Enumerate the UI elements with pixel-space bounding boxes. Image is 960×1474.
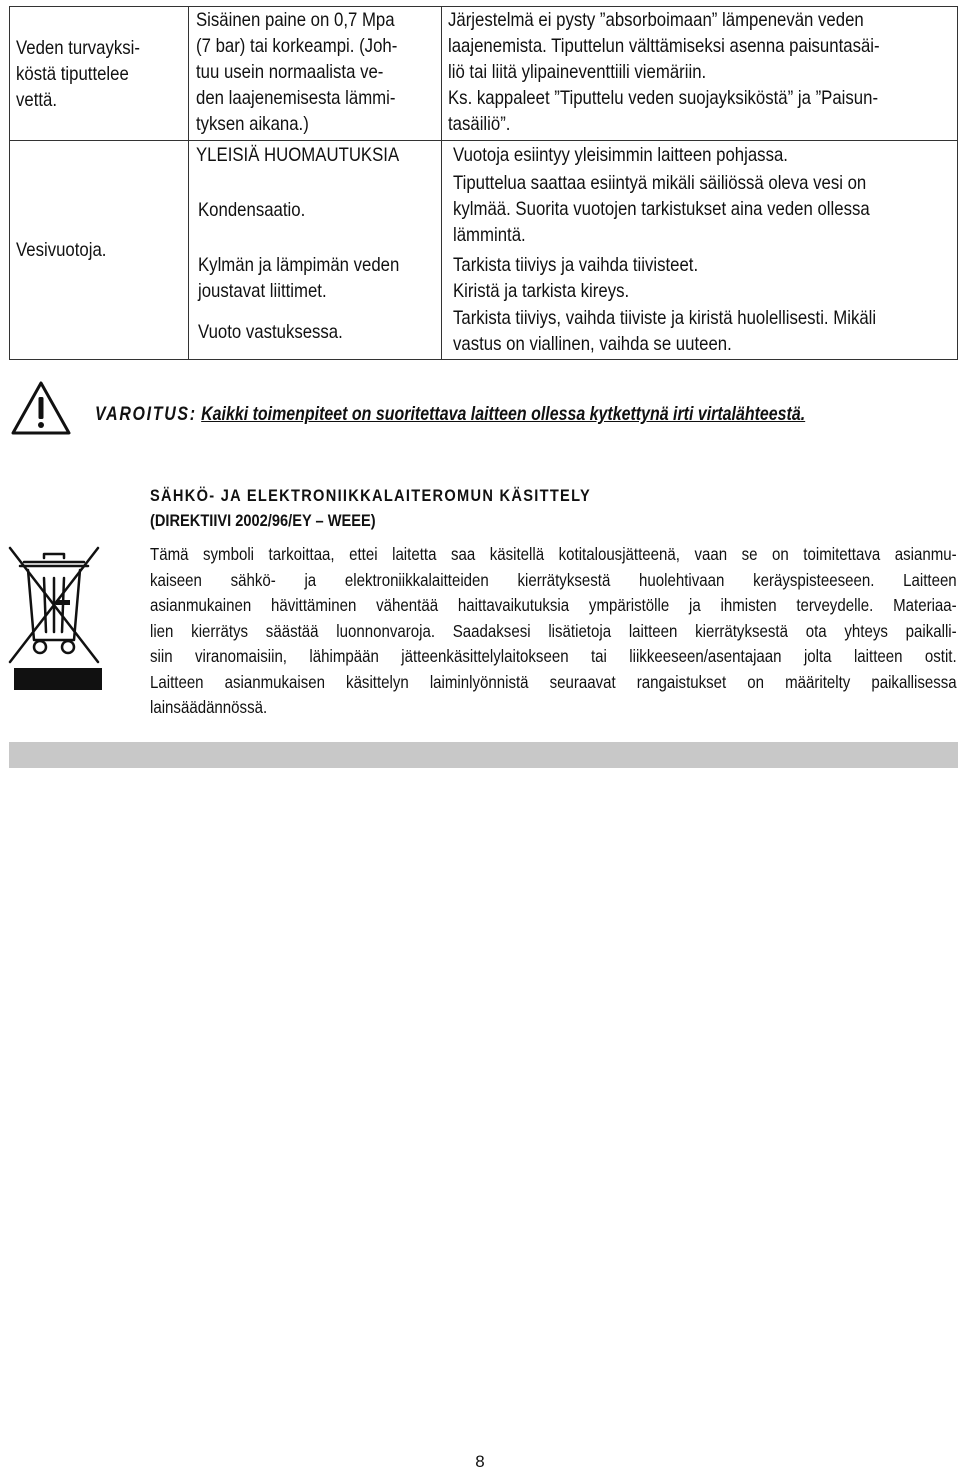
weee-body-text: Tämä symboli tarkoittaa, ettei laitetta saa käsitellä kotitalousjätteenä, vaan se on toimitettava asianmu- kaiseen sähkö- ja elektroniikkalaitteiden kierrätyksestä huolehtivaan keräyspisteeseen. Laitteen asianmukainen hävittäminen vähentää haittavaikutuksia ympäristölle ja ihmisten terveydelle. Materiaa- lien kierrätys säästää luonnonvaroja. Saadaksesi lisätietoja laitteen kierrätyksestä ota yhteys paikalli- siin viranomaisiin, lähimpään jätteenkäsittelylaitokseen tai liikkeeseen/asentajaan jolta laitteen ostit. Laitteen asianmukaisen käsittelyn laiminlyönnistä seuraavat rangaistukset on määritelty paikallisessa lainsäädännössä.: [150, 544, 957, 717]
cause-cell-fittings: Kylmän ja lämpimän veden joustavat liittimet.: [198, 254, 400, 302]
weee-title: SÄHKÖ- JA ELEKTRONIIKKALAITEROMUN KÄSITTELY: [150, 486, 592, 505]
general-notes-label: YLEISIÄ HUOMAUTUKSIA: [196, 144, 400, 166]
section-divider-bar: [9, 742, 958, 768]
table-divider: [441, 7, 442, 359]
solution-cell-expansion: Järjestelmä ei pysty ”absorboimaan” lämpenevän veden laajenemista. Tiputtelun välttämiseksi asenna paisuntasäi- liö tai liitä ylipaineventtiili viemäriin. Ks. kappaleet ”Tiputtelu veden suojayksiköstä” ja ”Paisun- tasäiliö”.: [448, 9, 880, 135]
solution-cell-condensation: Tiputtelua saattaa esiintyä mikäli säiliössä oleva vesi on kylmää. Suorita vuotojen tarkistukset aina veden ollessa lämmintä.: [453, 172, 870, 246]
cause-cell-condensation: Kondensaatio.: [198, 199, 306, 221]
solution-cell-element: Tarkista tiiviys, vaihda tiiviste ja kiristä huolellisesti. Mikäli vastus on viallinen, vaihda se uuteen.: [453, 307, 877, 355]
solution-cell-fittings: Tarkista tiiviys ja vaihda tiivisteet. Kiristä ja tarkista kireys.: [453, 254, 699, 302]
weee-subtitle: (DIREKTIIVI 2002/96/EY – WEEE): [150, 511, 376, 530]
table-divider: [188, 7, 189, 359]
problem-cell-leaks: Vesivuotoja.: [16, 239, 107, 261]
page-number: 8: [475, 1452, 485, 1471]
warning-triangle-icon: [10, 380, 72, 436]
general-notes-text: Vuotoja esiintyy yleisimmin laitteen pohjassa.: [453, 144, 788, 166]
warning-text: VAROITUS: Kaikki toimenpiteet on suoritettava laitteen ollessa kytkettynä irti virtalähteestä.: [95, 404, 806, 425]
cause-cell-pressure: Sisäinen paine on 0,7 Mpa (7 bar) tai korkeampi. (Joh- tuu usein normaalista ve- den laajenemisesta lämmi- tyksen aikana.): [196, 9, 398, 135]
cause-cell-element: Vuoto vastuksessa.: [198, 321, 343, 343]
table-divider: [10, 140, 957, 141]
problem-cell-dripping: Veden turvayksi- köstä tiputtelee vettä.: [16, 37, 140, 111]
troubleshooting-table: [9, 6, 958, 360]
crossed-bin-icon: [4, 544, 104, 694]
